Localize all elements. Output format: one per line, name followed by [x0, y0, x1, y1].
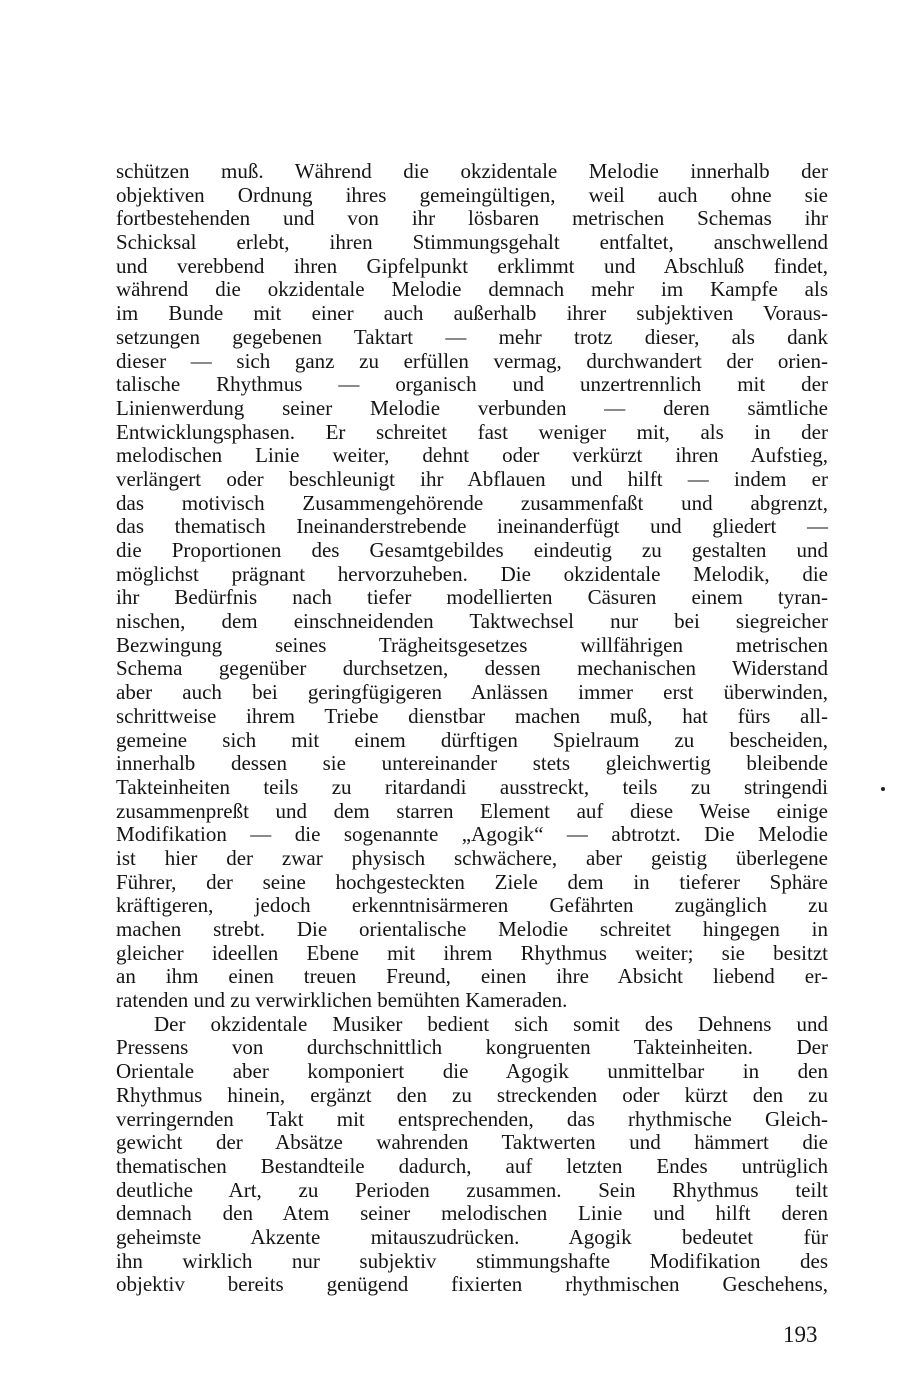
text-line: das motivisch Zusammengehörende zusammenfaßt und abgrenzt, [116, 490, 828, 515]
text-line: dieser — sich ganz zu erfüllen vermag, durchwandert der orien‑ [116, 348, 828, 373]
text-line: nischen, dem einschneidenden Taktwechsel nur bei siegreicher [116, 609, 828, 634]
text-line: gewicht der Absätze wahrenden Taktwerten und hämmert die [116, 1130, 828, 1155]
text-line: Schema gegenüber durchsetzen, dessen mechanischen Widerstand [116, 656, 828, 681]
text-line: Rhythmus hinein, ergänzt den zu streckenden oder kürzt den zu [116, 1082, 828, 1107]
text-line: thematischen Bestandteile dadurch, auf letzten Endes untrüglich [116, 1153, 828, 1178]
text-line: aber auch bei geringfügigeren Anlässen immer erst überwinden, [116, 680, 828, 705]
text-line: kräftigeren, jedoch erkenntnisärmeren Gefährten zugänglich zu [116, 893, 828, 918]
text-line: gleicher ideellen Ebene mit ihrem Rhythmus weiter; sie besitzt [116, 940, 828, 965]
text-line: an ihm einen treuen Freund, einen ihre Absicht liebend er‑ [116, 964, 828, 989]
text-line: Takteinheiten teils zu ritardandi ausstreckt, teils zu stringendi [116, 774, 828, 799]
text-line: Schicksal erlebt, ihren Stimmungsgehalt entfaltet, anschwellend [116, 230, 828, 255]
text-line: die Proportionen des Gesamtgebildes eindeutig zu gestalten und [116, 538, 828, 562]
text-line: demnach den Atem seiner melodischen Linie und hilft deren [116, 1201, 828, 1226]
text-line: zusammenpreßt und dem starren Element auf diese Weise einige [116, 798, 828, 823]
text-line: verringernden Takt mit entsprechenden, das rhythmische Gleich‑ [116, 1106, 828, 1131]
text-line: ratenden und zu verwirklichen bemühten Kameraden. [116, 988, 568, 1013]
body-text [116, 160, 828, 1297]
text-line: ist hier der zwar physisch schwächere, aber geistig überlegene [116, 845, 828, 870]
margin-mark [881, 787, 885, 791]
text-line: objektiven Ordnung ihres gemeingültigen, weil auch ohne sie [116, 182, 828, 207]
text-line: Orientale aber komponiert die Agogik unmittelbar in den [116, 1059, 828, 1084]
text-line: Bezwingung seines Trägheitsgesetzes willfährigen metrischen [116, 632, 828, 657]
text-line: setzungen gegebenen Taktart — mehr trotz dieser, als dank [116, 324, 828, 349]
text-line: machen strebt. Die orientalische Melodie schreitet hingegen in [116, 917, 828, 941]
text-line: ihr Bedürfnis nach tiefer modellierten Cäsuren einem tyran‑ [116, 585, 828, 610]
text-line: Der okzidentale Musiker bedient sich somit des Dehnens und [154, 1011, 828, 1036]
text-line: das thematisch Ineinanderstrebende ineinanderfügt und gliedert — [116, 514, 828, 539]
text-line: und verebbend ihren Gipfelpunkt erklimmt und Abschluß findet, [116, 253, 828, 278]
text-line: Modifikation — die sogenannte „Agogik“ — abtrotzt. Die Melodie [116, 822, 828, 847]
text-line: objektiv bereits genügend fixierten rhythmischen Geschehens, [116, 1272, 828, 1297]
text-line: geheimste Akzente mitauszudrücken. Agogik bedeutet für [116, 1224, 828, 1249]
text-line: innerhalb dessen sie untereinander stets gleichwertig bleibende [116, 751, 828, 776]
text-line: talische Rhythmus — organisch und unzertrennlich mit der [116, 372, 828, 397]
text-line: während die okzidentale Melodie demnach mehr im Kampfe als [116, 277, 828, 302]
text-line: verlängert oder beschleunigt ihr Abflauen und hilft — indem er [116, 466, 828, 491]
text-line: melodischen Linie weiter, dehnt oder verkürzt ihren Aufstieg, [116, 443, 828, 468]
text-line: deutliche Art, zu Perioden zusammen. Sein Rhythmus teilt [116, 1177, 828, 1202]
text-line: fortbestehenden und von ihr lösbaren metrischen Schemas ihr [116, 206, 828, 231]
text-line: im Bunde mit einer auch außerhalb ihrer subjektiven Voraus‑ [116, 301, 828, 326]
text-line: Führer, der seine hochgesteckten Ziele dem in tieferer Sphäre [116, 869, 828, 894]
page-number: 193 [783, 1322, 818, 1347]
text-line: Entwicklungsphasen. Er schreitet fast weniger mit, als in der [116, 419, 828, 444]
text-line: gemeine sich mit einem dürftigen Spielraum zu bescheiden, [116, 727, 828, 752]
text-line: möglichst prägnant hervorzuheben. Die okzidentale Melodik, die [116, 561, 828, 586]
text-line: ihn wirklich nur subjektiv stimmungshafte Modifikation des [116, 1248, 828, 1273]
text-line: schützen muß. Während die okzidentale Melodie innerhalb der [116, 159, 828, 183]
text-line: Pressens von durchschnittlich kongruenten Takteinheiten. Der [116, 1035, 828, 1060]
text-line: Linienwerdung seiner Melodie verbunden — deren sämtliche [116, 395, 828, 420]
text-line: schrittweise ihrem Triebe dienstbar machen muß, hat fürs all‑ [116, 703, 828, 728]
